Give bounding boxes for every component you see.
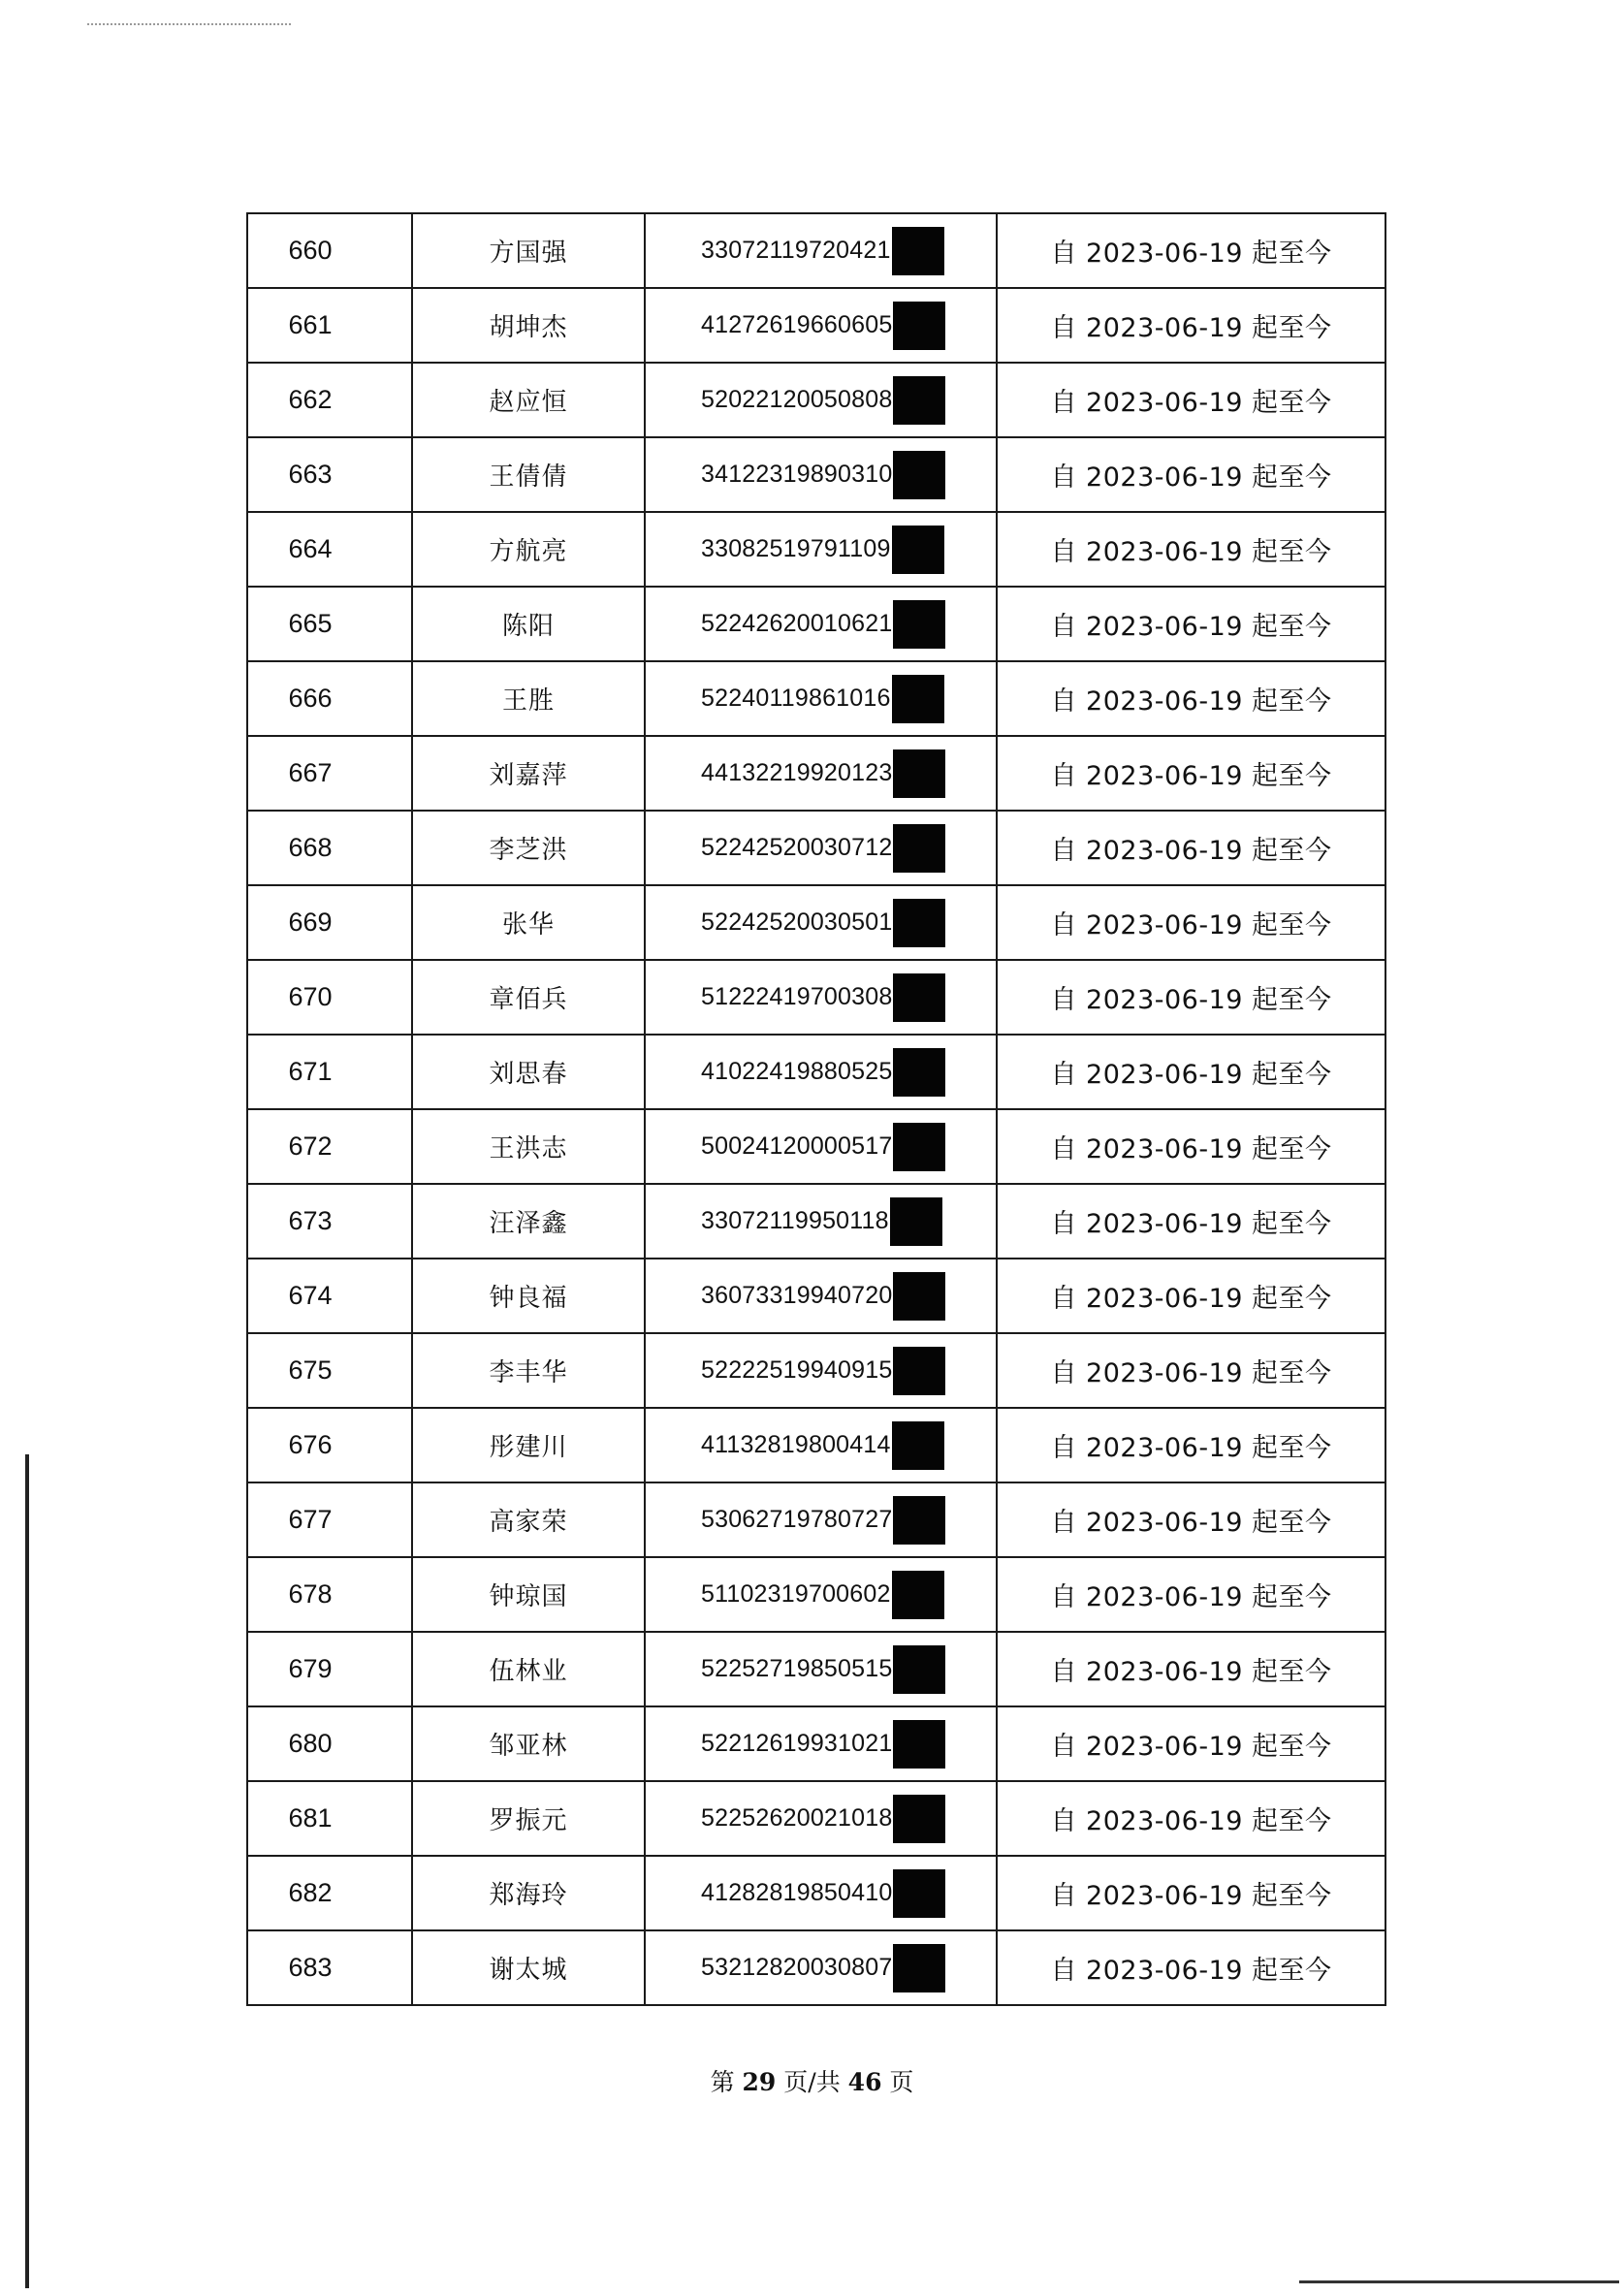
table-row [247, 213, 1385, 288]
id-number-cell [645, 960, 997, 1035]
period-cell [997, 363, 1385, 437]
id-number-group [701, 675, 944, 723]
id-number-group [701, 749, 945, 798]
id-number-group [701, 973, 945, 1022]
table-row [247, 661, 1385, 736]
person-name: 赵应恒 [489, 388, 568, 417]
row-number-cell [247, 885, 412, 960]
period-text: 自 2023-06-19 起至今 [1050, 761, 1332, 791]
id-number-visible: 41282819850410 [701, 1879, 893, 1906]
table-row [247, 811, 1385, 885]
redaction-block [893, 302, 945, 350]
id-number-visible: 52242520030501 [701, 908, 893, 936]
period-text: 自 2023-06-19 起至今 [1050, 612, 1332, 642]
row-number-cell [247, 587, 412, 661]
period-cell [997, 1632, 1385, 1706]
row-number-cell [247, 1259, 412, 1333]
id-number-group [701, 1421, 944, 1470]
row-number-cell [247, 661, 412, 736]
person-name: 李芝洪 [489, 836, 568, 865]
id-number-visible: 36073319940720 [701, 1282, 893, 1309]
id-number-group [701, 227, 944, 275]
period-cell [997, 960, 1385, 1035]
row-number: 677 [288, 1505, 333, 1534]
id-number-group [701, 1197, 942, 1246]
table-row [247, 1930, 1385, 2005]
id-number-cell [645, 661, 997, 736]
name-cell [412, 1109, 645, 1184]
row-number: 673 [288, 1206, 333, 1235]
row-number: 661 [288, 310, 333, 339]
row-number: 664 [288, 534, 333, 563]
name-cell [412, 1632, 645, 1706]
id-number-visible: 41022419880525 [701, 1058, 893, 1085]
table-row [247, 1408, 1385, 1482]
name-cell [412, 1333, 645, 1408]
table-row [247, 1259, 1385, 1333]
row-number-cell [247, 512, 412, 587]
row-number: 670 [288, 982, 333, 1011]
person-name: 张华 [501, 910, 555, 940]
footer-current-page: 29 [742, 2068, 777, 2096]
person-name: 郑海玲 [489, 1881, 568, 1910]
table-row [247, 885, 1385, 960]
row-number: 678 [288, 1579, 333, 1609]
id-number-visible: 33072119720421 [701, 237, 891, 264]
name-cell [412, 736, 645, 811]
id-number-visible: 52212619931021 [701, 1730, 893, 1757]
id-number-cell [645, 736, 997, 811]
period-cell [997, 288, 1385, 363]
name-cell [412, 512, 645, 587]
name-cell [412, 1184, 645, 1259]
id-number-cell [645, 437, 997, 512]
table-row [247, 437, 1385, 512]
name-cell [412, 437, 645, 512]
row-number: 682 [288, 1878, 333, 1907]
person-name: 王洪志 [489, 1134, 568, 1163]
period-text: 自 2023-06-19 起至今 [1050, 1881, 1332, 1911]
table-row [247, 960, 1385, 1035]
period-text: 自 2023-06-19 起至今 [1050, 1060, 1332, 1090]
id-number-group [701, 600, 945, 649]
row-number-cell [247, 1557, 412, 1632]
period-cell [997, 1035, 1385, 1109]
id-number-group [701, 1123, 945, 1171]
row-number-cell [247, 1035, 412, 1109]
person-name: 王胜 [501, 686, 555, 716]
id-number-cell [645, 885, 997, 960]
scan-artifact-top [87, 23, 291, 25]
id-number-cell [645, 1930, 997, 2005]
name-cell [412, 288, 645, 363]
row-number: 680 [288, 1729, 333, 1758]
redaction-block [893, 749, 945, 798]
name-cell [412, 213, 645, 288]
person-name: 汪泽鑫 [489, 1209, 568, 1238]
period-cell [997, 1109, 1385, 1184]
name-cell [412, 587, 645, 661]
period-cell [997, 1781, 1385, 1856]
row-number-cell [247, 1482, 412, 1557]
id-number-group [701, 1048, 945, 1097]
id-number-group [701, 1944, 945, 1992]
person-name: 伍林业 [489, 1657, 568, 1686]
period-cell [997, 736, 1385, 811]
name-cell [412, 1259, 645, 1333]
period-text: 自 2023-06-19 起至今 [1050, 910, 1332, 940]
period-text: 自 2023-06-19 起至今 [1050, 462, 1332, 493]
person-name: 方航亮 [489, 537, 568, 566]
redaction-block [892, 1421, 944, 1470]
id-number-cell [645, 1781, 997, 1856]
name-cell [412, 811, 645, 885]
row-number-cell [247, 736, 412, 811]
id-number-visible: 44132219920123 [701, 759, 893, 786]
person-name: 钟琼国 [489, 1582, 568, 1611]
id-number-cell [645, 1632, 997, 1706]
name-cell [412, 1856, 645, 1930]
id-number-visible: 51222419700308 [701, 983, 893, 1010]
row-number-cell [247, 213, 412, 288]
redaction-block [890, 1197, 942, 1246]
row-number-cell [247, 1781, 412, 1856]
id-number-visible: 53212820030807 [701, 1954, 893, 1981]
person-name: 谢太城 [489, 1956, 568, 1985]
redaction-block [893, 1496, 945, 1545]
row-number-cell [247, 1333, 412, 1408]
footer-total-pages: 46 [847, 2068, 882, 2096]
person-name: 彤建川 [489, 1433, 568, 1462]
row-number: 672 [288, 1132, 333, 1161]
id-number-cell [645, 288, 997, 363]
period-cell [997, 1259, 1385, 1333]
period-cell [997, 1482, 1385, 1557]
redaction-block [893, 1795, 945, 1843]
page-footer [0, 2063, 1624, 2098]
id-number-cell [645, 1408, 997, 1482]
table-row [247, 1781, 1385, 1856]
person-name: 刘嘉萍 [489, 761, 568, 790]
id-number-cell [645, 363, 997, 437]
period-text: 自 2023-06-19 起至今 [1050, 313, 1332, 343]
redaction-block [892, 526, 944, 574]
person-name: 刘思春 [489, 1060, 568, 1089]
table-row [247, 512, 1385, 587]
scan-artifact-bottom-edge [1299, 2280, 1619, 2283]
redaction-block [893, 1123, 945, 1171]
id-number-visible: 33082519791109 [701, 535, 891, 562]
period-text: 自 2023-06-19 起至今 [1050, 1433, 1332, 1463]
name-cell [412, 661, 645, 736]
person-name: 钟良福 [489, 1284, 568, 1313]
id-number-visible: 52252719850515 [701, 1655, 893, 1682]
table-row [247, 1632, 1385, 1706]
table-row [247, 1482, 1385, 1557]
id-number-cell [645, 512, 997, 587]
id-number-group [701, 376, 945, 425]
id-number-group [701, 1571, 944, 1619]
redaction-block [892, 675, 944, 723]
period-cell [997, 512, 1385, 587]
table-row [247, 587, 1385, 661]
id-number-visible: 41132819800414 [701, 1431, 891, 1458]
redaction-block [893, 1048, 945, 1097]
redaction-block [892, 227, 944, 275]
id-number-group [701, 899, 945, 947]
id-number-visible: 52252620021018 [701, 1804, 893, 1832]
id-number-visible: 51102319700602 [701, 1580, 891, 1608]
period-cell [997, 1184, 1385, 1259]
period-cell [997, 1930, 1385, 2005]
table-row [247, 363, 1385, 437]
person-name: 邹亚林 [489, 1732, 568, 1761]
redaction-block [893, 1347, 945, 1395]
name-cell [412, 1408, 645, 1482]
row-number-cell [247, 811, 412, 885]
row-number: 669 [288, 908, 333, 937]
id-number-visible: 52022120050808 [701, 386, 893, 413]
roster-table-body [247, 213, 1385, 2005]
period-text: 自 2023-06-19 起至今 [1050, 388, 1332, 418]
period-text: 自 2023-06-19 起至今 [1050, 686, 1332, 717]
period-text: 自 2023-06-19 起至今 [1050, 1956, 1332, 1986]
id-number-group [701, 1272, 945, 1321]
name-cell [412, 1706, 645, 1781]
period-cell [997, 811, 1385, 885]
redaction-block [892, 1571, 944, 1619]
table-row [247, 1333, 1385, 1408]
period-cell [997, 437, 1385, 512]
person-name: 高家荣 [489, 1508, 568, 1537]
footer-suffix: 页 [889, 2068, 914, 2096]
table-row [247, 1856, 1385, 1930]
id-number-group [701, 1645, 945, 1694]
person-name: 罗振元 [489, 1806, 568, 1835]
id-number-cell [645, 811, 997, 885]
redaction-block [893, 600, 945, 649]
row-number: 681 [288, 1803, 333, 1833]
name-cell [412, 885, 645, 960]
id-number-cell [645, 1482, 997, 1557]
period-text: 自 2023-06-19 起至今 [1050, 239, 1332, 269]
footer-prefix: 第 [710, 2068, 735, 2096]
id-number-visible: 52242520030712 [701, 834, 893, 861]
id-number-cell [645, 1557, 997, 1632]
roster-table [246, 212, 1386, 2006]
id-number-group [701, 1720, 945, 1769]
row-number: 660 [288, 236, 333, 265]
id-number-group [701, 526, 944, 574]
name-cell [412, 1035, 645, 1109]
id-number-cell [645, 1109, 997, 1184]
person-name: 章佰兵 [489, 985, 568, 1014]
row-number-cell [247, 1706, 412, 1781]
period-text: 自 2023-06-19 起至今 [1050, 1358, 1332, 1388]
row-number: 663 [288, 460, 333, 489]
period-text: 自 2023-06-19 起至今 [1050, 985, 1332, 1015]
period-text: 自 2023-06-19 起至今 [1050, 1284, 1332, 1314]
period-text: 自 2023-06-19 起至今 [1050, 1806, 1332, 1836]
period-cell [997, 1706, 1385, 1781]
table-row [247, 1184, 1385, 1259]
id-number-cell [645, 1259, 997, 1333]
row-number: 679 [288, 1654, 333, 1683]
id-number-cell [645, 587, 997, 661]
period-text: 自 2023-06-19 起至今 [1050, 1508, 1332, 1538]
name-cell [412, 1781, 645, 1856]
id-number-group [701, 1869, 945, 1918]
name-cell [412, 1557, 645, 1632]
id-number-group [701, 302, 945, 350]
period-text: 自 2023-06-19 起至今 [1050, 1134, 1332, 1164]
id-number-cell [645, 1856, 997, 1930]
person-name: 王倩倩 [489, 462, 568, 492]
table-row [247, 1109, 1385, 1184]
row-number-cell [247, 1184, 412, 1259]
row-number: 667 [288, 758, 333, 787]
redaction-block [893, 899, 945, 947]
id-number-visible: 52240119861016 [701, 685, 891, 712]
row-number-cell [247, 1930, 412, 2005]
id-number-visible: 41272619660605 [701, 311, 893, 338]
period-cell [997, 885, 1385, 960]
name-cell [412, 1482, 645, 1557]
redaction-block [893, 1645, 945, 1694]
period-cell [997, 1408, 1385, 1482]
redaction-block [893, 1272, 945, 1321]
row-number-cell [247, 1408, 412, 1482]
period-text: 自 2023-06-19 起至今 [1050, 1209, 1332, 1239]
id-number-group [701, 1795, 945, 1843]
person-name: 胡坤杰 [489, 313, 568, 342]
row-number: 683 [288, 1953, 333, 1982]
id-number-visible: 50024120000517 [701, 1132, 893, 1160]
row-number-cell [247, 960, 412, 1035]
id-number-visible: 53062719780727 [701, 1506, 893, 1533]
redaction-block [893, 973, 945, 1022]
row-number: 674 [288, 1281, 333, 1310]
id-number-cell [645, 213, 997, 288]
row-number: 675 [288, 1355, 333, 1385]
name-cell [412, 363, 645, 437]
person-name: 陈阳 [501, 612, 555, 641]
period-cell [997, 213, 1385, 288]
redaction-block [893, 1944, 945, 1992]
row-number-cell [247, 1632, 412, 1706]
id-number-group [701, 451, 945, 499]
person-name: 李丰华 [489, 1358, 568, 1387]
id-number-visible: 33072119950118 [701, 1207, 889, 1234]
table-row [247, 1035, 1385, 1109]
row-number-cell [247, 1856, 412, 1930]
redaction-block [893, 1869, 945, 1918]
name-cell [412, 1930, 645, 2005]
period-cell [997, 587, 1385, 661]
table-row [247, 1706, 1385, 1781]
id-number-visible: 34122319890310 [701, 461, 893, 488]
name-cell [412, 960, 645, 1035]
period-cell [997, 1557, 1385, 1632]
id-number-cell [645, 1035, 997, 1109]
table-row [247, 288, 1385, 363]
id-number-cell [645, 1184, 997, 1259]
row-number: 666 [288, 684, 333, 713]
row-number-cell [247, 288, 412, 363]
redaction-block [893, 451, 945, 499]
redaction-block [893, 1720, 945, 1769]
id-number-group [701, 1496, 945, 1545]
period-text: 自 2023-06-19 起至今 [1050, 1582, 1332, 1612]
period-text: 自 2023-06-19 起至今 [1050, 836, 1332, 866]
id-number-cell [645, 1706, 997, 1781]
footer-middle: 页/共 [783, 2068, 841, 2096]
redaction-block [893, 376, 945, 425]
period-text: 自 2023-06-19 起至今 [1050, 537, 1332, 567]
row-number: 665 [288, 609, 333, 638]
row-number-cell [247, 363, 412, 437]
row-number-cell [247, 1109, 412, 1184]
period-cell [997, 1856, 1385, 1930]
row-number: 668 [288, 833, 333, 862]
row-number-cell [247, 437, 412, 512]
row-number: 676 [288, 1430, 333, 1459]
period-text: 自 2023-06-19 起至今 [1050, 1657, 1332, 1687]
person-name: 方国强 [489, 239, 568, 268]
id-number-group [701, 824, 945, 873]
id-number-visible: 52222519940915 [701, 1356, 893, 1384]
period-cell [997, 661, 1385, 736]
table-row [247, 736, 1385, 811]
id-number-group [701, 1347, 945, 1395]
id-number-visible: 52242620010621 [701, 610, 893, 637]
id-number-cell [645, 1333, 997, 1408]
period-cell [997, 1333, 1385, 1408]
table-row [247, 1557, 1385, 1632]
period-text: 自 2023-06-19 起至今 [1050, 1732, 1332, 1762]
scan-artifact-left-edge [25, 1454, 29, 2288]
row-number: 671 [288, 1057, 333, 1086]
redaction-block [893, 824, 945, 873]
row-number: 662 [288, 385, 333, 414]
